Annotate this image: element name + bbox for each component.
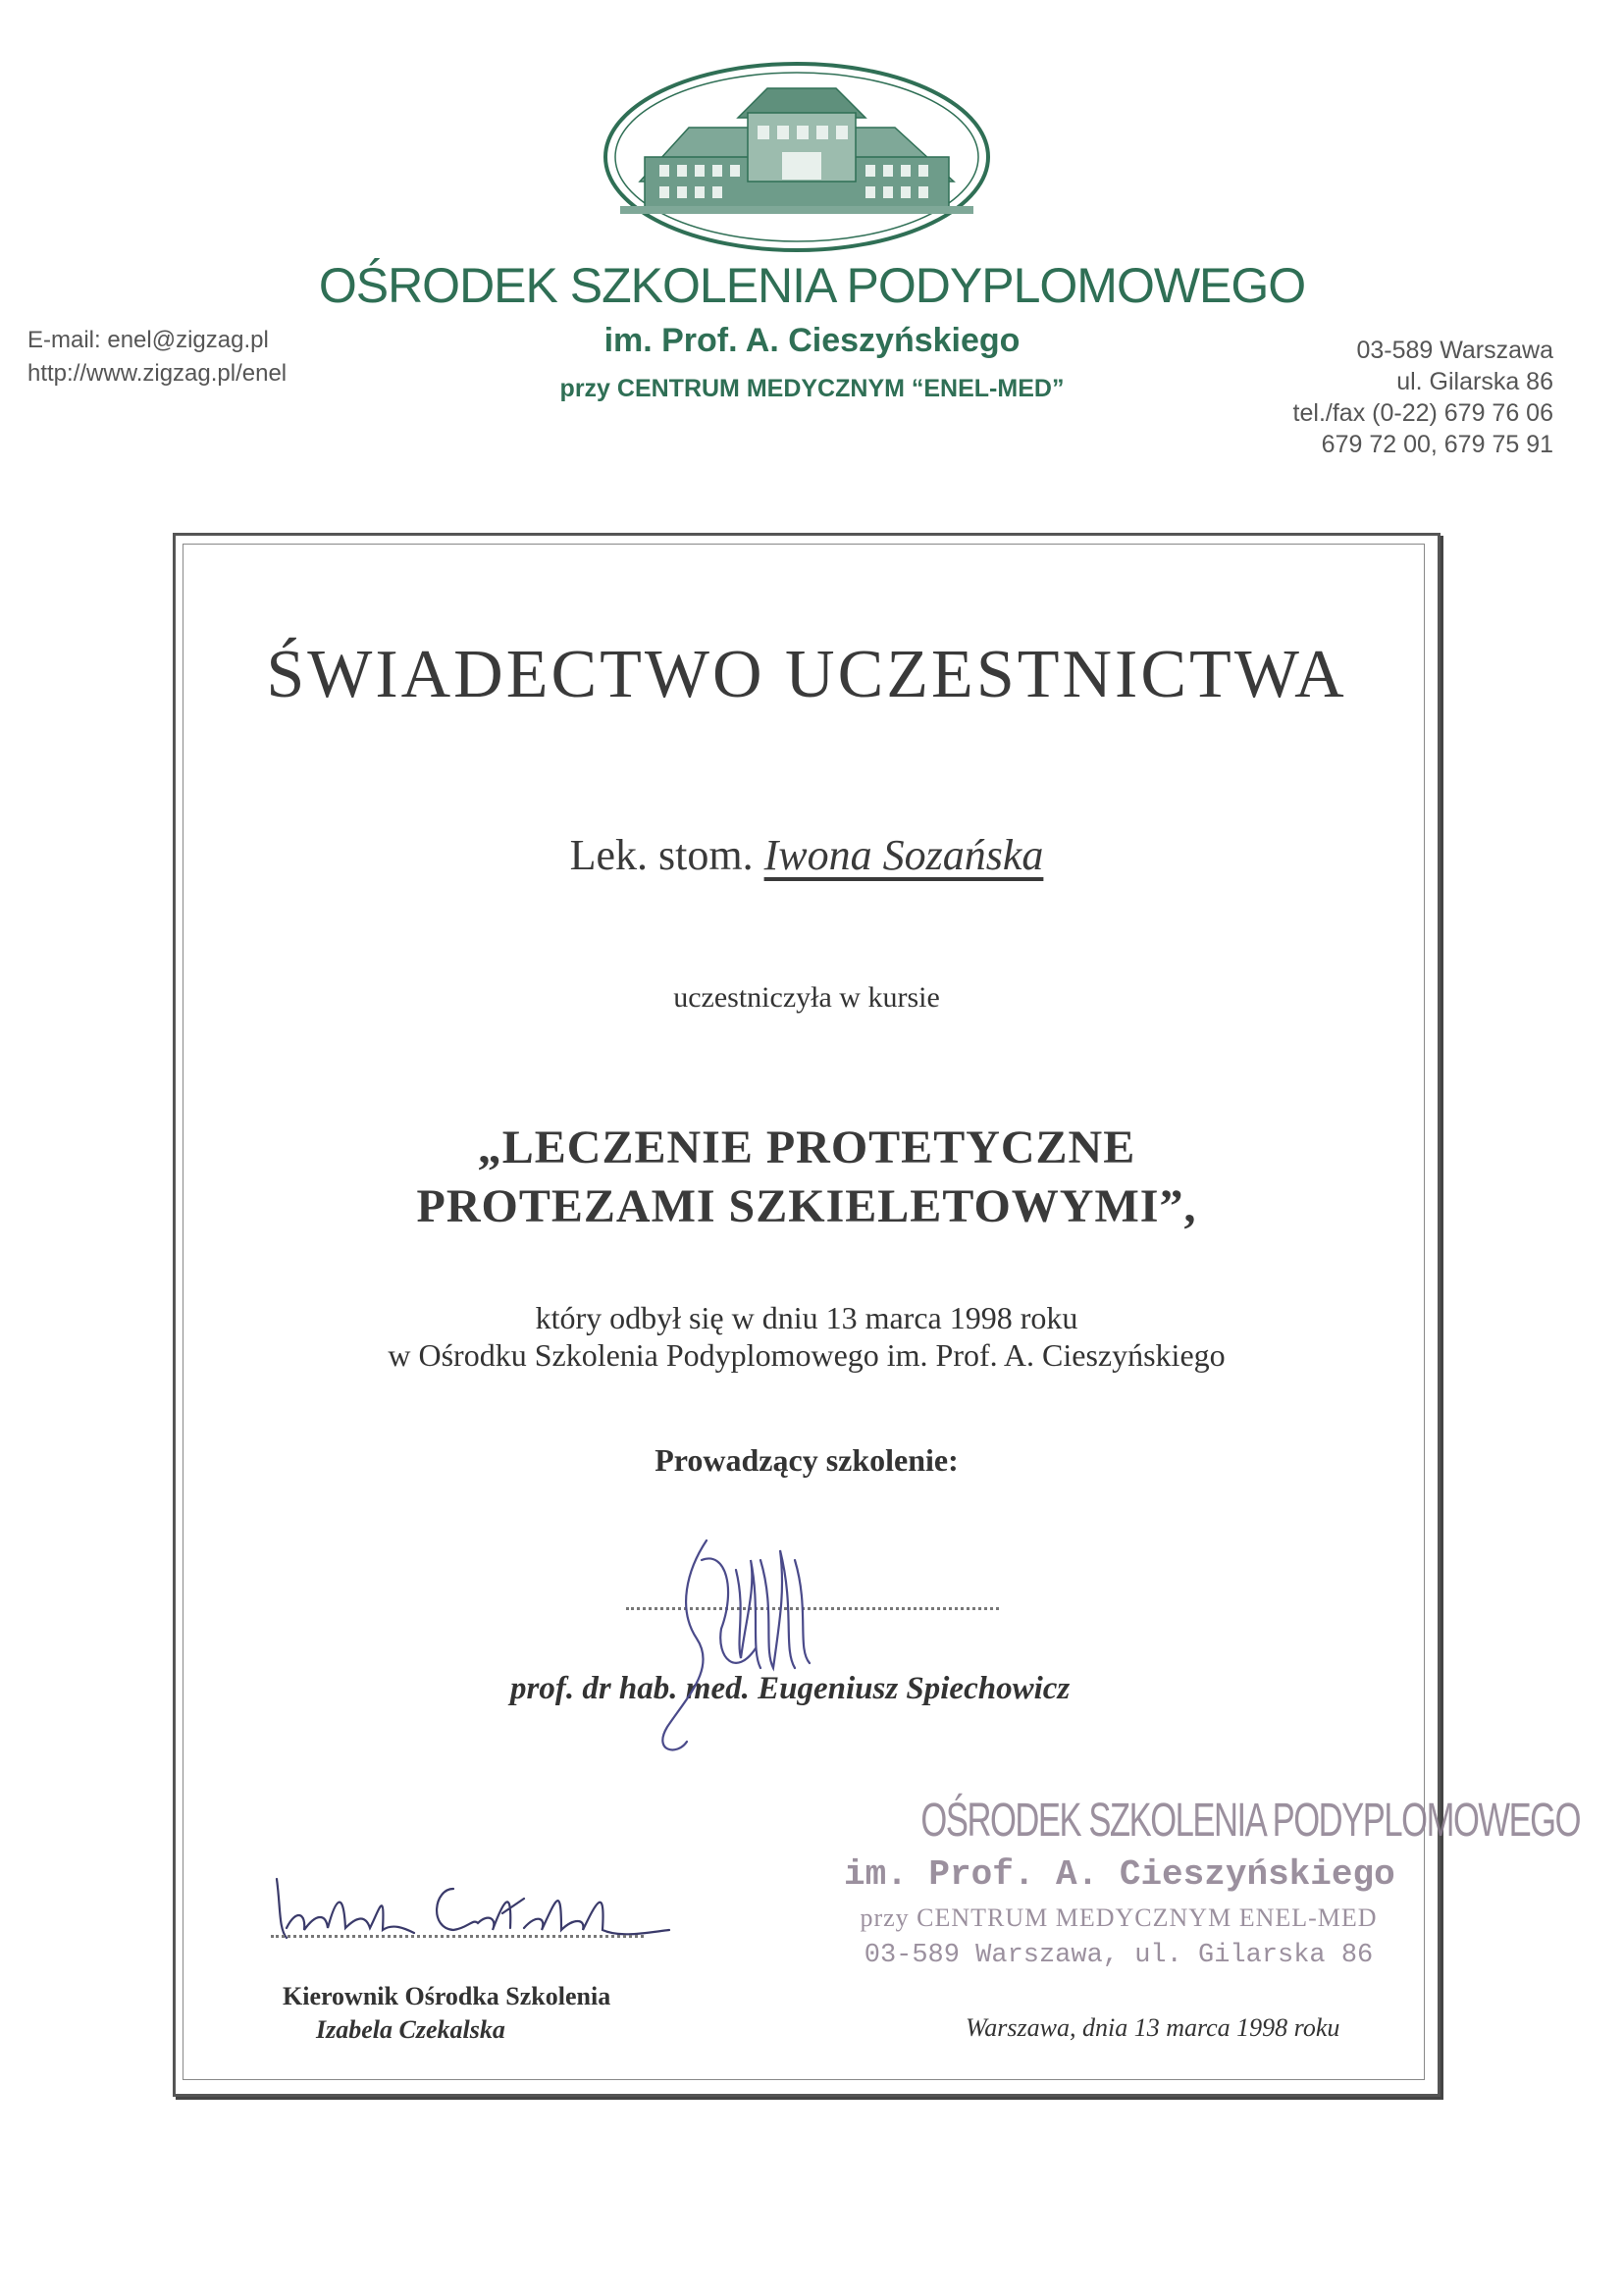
director-title: Kierownik Ośrodka Szkolenia bbox=[283, 1982, 611, 2010]
phone-fax: tel./fax (0-22) 679 76 06 bbox=[1292, 399, 1553, 427]
course-title-line-1: „LECZENIE PROTETYCZNE bbox=[477, 1121, 1136, 1173]
stamp-line-3: przy CENTRUM MEDYCZNYM ENEL-MED bbox=[860, 1903, 1378, 1932]
org-affiliation: przy CENTRUM MEDYCZNYM “ENEL-MED” bbox=[559, 375, 1065, 402]
course-title-line-2: PROTEZAMI SZKIELETOWYMI”, bbox=[416, 1180, 1197, 1232]
trainer-name: prof. dr hab. med. Eugeniusz Spiechowicz bbox=[510, 1671, 1071, 1706]
building-logo bbox=[601, 59, 993, 255]
institution-stamp bbox=[844, 1786, 1581, 1982]
recipient-prefix: Lek. stom. bbox=[569, 831, 754, 879]
address-city: 03-589 Warszawa bbox=[1356, 337, 1553, 364]
director-name: Izabela Czekalska bbox=[316, 2015, 505, 2044]
website-text: http://www.zigzag.pl/enel bbox=[27, 360, 288, 387]
phone-numbers: 679 72 00, 679 75 91 bbox=[1321, 431, 1553, 458]
trainer-label: Prowadzący szkolenie: bbox=[655, 1442, 959, 1478]
trainer-signature bbox=[648, 1531, 844, 1756]
director-signature-line bbox=[271, 1935, 644, 1938]
course-location-text: w Ośrodku Szkolenia Podyplomowego im. Prof. A. Cieszyńskiego bbox=[388, 1337, 1226, 1373]
org-subtitle: im. Prof. A. Cieszyńskiego bbox=[603, 322, 1021, 359]
certificate-title: ŚWIADECTWO UCZESTNICTWA bbox=[266, 637, 1347, 712]
address-street: ul. Gilarska 86 bbox=[1396, 368, 1553, 395]
participation-text: uczestniczyła w kursie bbox=[673, 981, 940, 1014]
org-name: OŚRODEK SZKOLENIA PODYPLOMOWEGO bbox=[318, 258, 1306, 313]
issue-date: Warszawa, dnia 13 marca 1998 roku bbox=[966, 2013, 1340, 2042]
course-date-text: który odbył się w dniu 13 marca 1998 roku bbox=[535, 1300, 1078, 1335]
stamp-line-1: OŚRODEK SZKOLENIA PODYPLOMOWEGO bbox=[920, 1795, 1581, 1847]
recipient-line bbox=[173, 830, 1441, 880]
stamp-line-2: im. Prof. A. Cieszyńskiego bbox=[844, 1854, 1395, 1895]
email-text: E-mail: enel@zigzag.pl bbox=[27, 327, 269, 353]
stamp-line-4: 03-589 Warszawa, ul. Gilarska 86 bbox=[864, 1941, 1374, 1970]
recipient-name: Iwona Sozańska bbox=[763, 831, 1044, 879]
